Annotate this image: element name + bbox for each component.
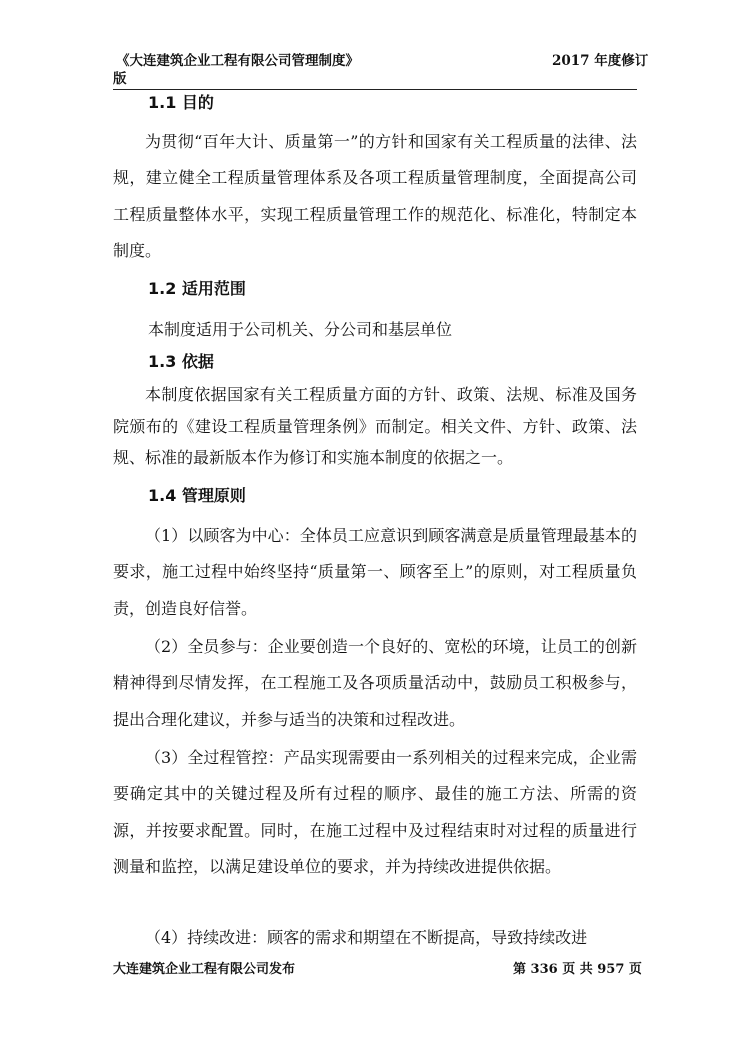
footer-page-number: 第 336 页 共 957 页: [513, 962, 642, 977]
section-heading-basis: 1.3 依据: [148, 352, 214, 371]
principle-item: （2）全员参与：企业要创造一个良好的、宽松的环境，让员工的创新精神得到尽情发挥，在工程施工及各项质量活动中，鼓励员工积极参与，提出合理化建议，并参与适当的决策和过程改进。: [113, 637, 637, 729]
section-paragraph-scope: 本制度适用于公司机关、分公司和基层单位: [148, 320, 453, 339]
header-document-title: 《大连建筑企业工程有限公司管理制度》: [116, 53, 359, 69]
section-paragraph-purpose: 为贯彻“百年大计、质量第一”的方针和国家有关工程质量的法律、法规，建立健全工程质量管理体系及各项工程质量管理制度，全面提高公司工程质量整体水平，实现工程质量管理工作的规范化、标准化，特制定本制度。: [113, 132, 637, 260]
section-heading-scope: 1.2 适用范围: [148, 279, 246, 298]
section-heading-principles: 1.4 管理原则: [148, 486, 246, 505]
principle-item: （1）以顾客为中心：全体员工应意识到顾客满意是质量管理最基本的要求，施工过程中始终坚持“质量第一、顾客至上”的原则，对工程质量负责，创造良好信誉。: [113, 526, 637, 618]
footer-publisher: 大连建筑企业工程有限公司发布: [113, 962, 296, 977]
header-revision: 2017 年度修订: [552, 53, 649, 69]
section-paragraph-basis: 本制度依据国家有关工程质量方面的方针、政策、法规、标准及国务院颁布的《建设工程质量管理条例》而制定。相关文件、方针、政策、法规、标准的最新版本作为修订和实施本制度的依据之一。: [113, 385, 637, 467]
principle-item: （3）全过程管控：产品实现需要由一系列相关的过程来完成，企业需要确定其中的关键过程及所有过程的顺序、最佳的施工方法、所需的资源，并按要求配置。同时，在施工过程中及过程结束时对过程的质量进行测量和监控，以满足建设单位的要求，并为持续改进提供依据。: [113, 748, 637, 876]
principle-item: （4）持续改进：顾客的需求和期望在不断提高，导致持续改进: [145, 928, 588, 947]
section-heading-purpose: 1.1 目的: [148, 93, 214, 112]
header-divider: [113, 89, 637, 90]
header-revision-wrap: 版: [113, 71, 127, 87]
